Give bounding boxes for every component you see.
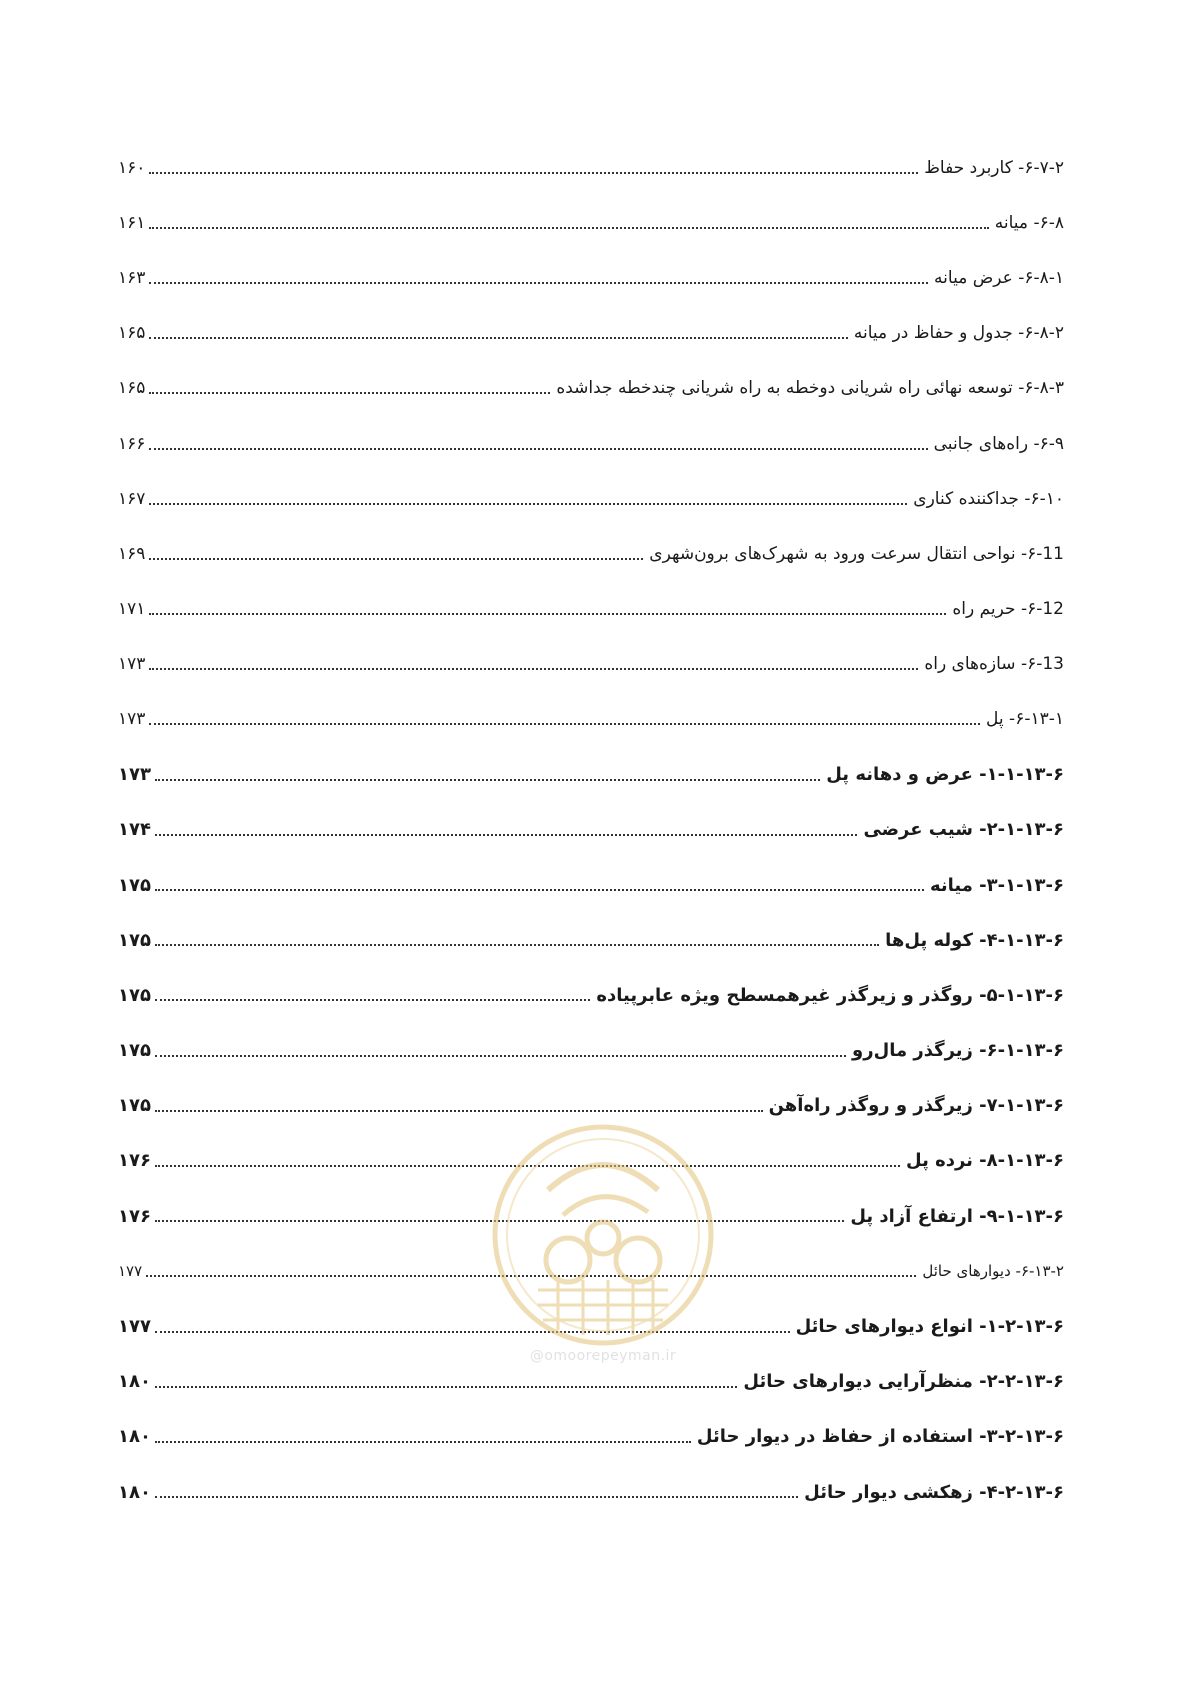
toc-entry-page: ۱۷۵ xyxy=(118,874,151,896)
toc-entry-title: ۱-۲-۱۳-۶- انواع دیوارهای حائل xyxy=(795,1316,1064,1338)
toc-entry-title: ۶-12- حریم راه xyxy=(952,599,1064,620)
dot-leader xyxy=(149,503,907,505)
toc-entry-page: ۱۷۳ xyxy=(118,709,146,730)
toc-entry-page: ۱۶۳ xyxy=(118,267,146,288)
toc-entry[interactable] xyxy=(118,361,1064,416)
toc-entry[interactable] xyxy=(118,913,1064,968)
toc-entry-page: ۱۷۷ xyxy=(118,1262,143,1281)
dot-leader xyxy=(149,723,980,725)
toc-entry[interactable] xyxy=(118,747,1064,802)
toc-entry-page: ۱۷۵ xyxy=(118,1095,151,1117)
dot-leader xyxy=(149,448,927,450)
dot-leader xyxy=(155,999,590,1001)
toc-entry-page: ۱۸۰ xyxy=(118,1371,151,1393)
dot-leader xyxy=(155,1386,737,1388)
dot-leader xyxy=(149,227,988,229)
toc-entry[interactable] xyxy=(118,968,1064,1023)
dot-leader xyxy=(155,944,879,946)
toc-entry-title: ۸-۱-۱۳-۶- نرده پل xyxy=(906,1150,1064,1172)
toc-entry-title: ۳-۱-۱۳-۶- میانه xyxy=(929,874,1064,896)
toc-entry-page: ۱۷۳ xyxy=(118,654,146,675)
toc-entry-title: ۶-13- سازه‌های راه xyxy=(924,654,1064,675)
toc-entry-page: ۱۶۷ xyxy=(118,488,146,509)
dot-leader xyxy=(155,834,857,836)
toc-entry-title: ۲-۲-۱۳-۶- منظرآرایی دیوارهای حائل xyxy=(743,1371,1064,1393)
toc-entry[interactable] xyxy=(118,306,1064,361)
toc-entry-title: ۶-۸-۳- توسعه نهائی راه شریانی دوخطه به راه شریانی چندخطه جداشده xyxy=(556,378,1064,399)
dot-leader xyxy=(149,172,918,174)
toc-entry-page: ۱۶۰ xyxy=(118,157,146,178)
toc-entry[interactable] xyxy=(118,195,1064,250)
toc-entry-title: ۶-۱۳-۱- پل xyxy=(986,709,1064,730)
toc-entry-page: ۱۷۵ xyxy=(118,984,151,1006)
toc-entry[interactable] xyxy=(118,802,1064,857)
dot-leader xyxy=(149,337,848,339)
toc-entry-title: ۴-۲-۱۳-۶- زهکشی دیوار حائل xyxy=(804,1481,1064,1503)
toc-entry-page: ۱۸۰ xyxy=(118,1426,151,1448)
dot-leader xyxy=(155,1441,691,1443)
dot-leader xyxy=(149,613,946,615)
toc-entry[interactable] xyxy=(118,471,1064,526)
toc-entry-title: ۶-۹- راه‌های جانبی xyxy=(933,433,1064,454)
toc-entry-page: ۱۷۱ xyxy=(118,599,146,620)
toc-entry-page: ۱۷۳ xyxy=(118,764,151,786)
watermark-logo xyxy=(488,1120,718,1370)
toc-entry-page: ۱۶۵ xyxy=(118,323,146,344)
toc-entry-title: ۶-۱۰- جداکننده کناری xyxy=(913,488,1064,509)
dot-leader xyxy=(149,668,918,670)
toc-entry[interactable] xyxy=(118,526,1064,581)
toc-entry-title: ۹-۱-۱۳-۶- ارتفاع آزاد پل xyxy=(850,1205,1064,1227)
toc-entry-page: ۱۶۹ xyxy=(118,543,146,564)
toc-entry-title: ۵-۱-۱۳-۶- روگذر و زیرگذر غیرهمسطح ویژه عابرپیاده xyxy=(596,984,1064,1006)
dot-leader xyxy=(149,558,643,560)
toc-entry-title: ۲-۱-۱۳-۶- شیب عرضی xyxy=(863,819,1064,841)
toc-entry-title: ۶-۱-۱۳-۶- زیرگذر مال‌رو xyxy=(852,1040,1064,1062)
toc-entry[interactable] xyxy=(118,1465,1064,1520)
toc-entry-page: ۱۷۵ xyxy=(118,1040,151,1062)
toc-entry-page: ۱۶۱ xyxy=(118,212,146,233)
dot-leader xyxy=(149,392,550,394)
dot-leader xyxy=(155,779,820,781)
toc-entry[interactable] xyxy=(118,637,1064,692)
toc-entry-title: ۶-۱۳-۲- دیوارهای حائل xyxy=(922,1262,1064,1281)
toc-entry-page: ۱۶۵ xyxy=(118,378,146,399)
toc-entry-title: ۶-۷-۲- کاربرد حفاظ xyxy=(924,157,1064,178)
dot-leader xyxy=(155,1496,798,1498)
toc-entry[interactable] xyxy=(118,582,1064,637)
toc-entry-page: ۱۷۷ xyxy=(118,1316,151,1338)
gear-seal-icon xyxy=(488,1120,718,1350)
dot-leader xyxy=(155,889,924,891)
dot-leader xyxy=(155,1055,846,1057)
toc-entry-title: ۶-۸-۱- عرض میانه xyxy=(934,267,1064,288)
toc-entry[interactable] xyxy=(118,250,1064,305)
toc-entry-title: ۶-۸- میانه xyxy=(994,212,1064,233)
toc-entry-page: ۱۶۶ xyxy=(118,433,146,454)
dot-leader xyxy=(149,282,928,284)
toc-entry-page: ۱۷۶ xyxy=(118,1205,151,1227)
watermark-site: @omoorepeyman.ir xyxy=(529,1348,677,1364)
toc-entry-title: ۶-۸-۲- جدول و حفاظ در میانه xyxy=(853,323,1064,344)
toc-entry-page: ۱۸۰ xyxy=(118,1481,151,1503)
toc-entry-title: ۱-۱-۱۳-۶- عرض و دهانه پل xyxy=(826,764,1064,786)
toc-entry[interactable] xyxy=(118,692,1064,747)
toc-entry-page: ۱۷۵ xyxy=(118,929,151,951)
toc-entry-title: ۷-۱-۱۳-۶- زیرگذر و روگذر راه‌آهن xyxy=(768,1095,1064,1117)
toc-entry-title: ۶-11- نواحی انتقال سرعت ورود به شهرک‌های برون‌شهری xyxy=(649,543,1064,564)
toc-entry-page: ۱۷۴ xyxy=(118,819,151,841)
dot-leader xyxy=(155,1110,763,1112)
toc-entry[interactable] xyxy=(118,1409,1064,1464)
toc-entry[interactable] xyxy=(118,140,1064,195)
toc-entry[interactable] xyxy=(118,1023,1064,1078)
toc-entry-title: ۴-۱-۱۳-۶- کوله پل‌ها xyxy=(885,929,1064,951)
toc-entry-title: ۳-۲-۱۳-۶- استفاده از حفاظ در دیوار حائل xyxy=(696,1426,1064,1448)
toc-entry-page: ۱۷۶ xyxy=(118,1150,151,1172)
toc-entry[interactable] xyxy=(118,416,1064,471)
toc-entry[interactable] xyxy=(118,857,1064,912)
